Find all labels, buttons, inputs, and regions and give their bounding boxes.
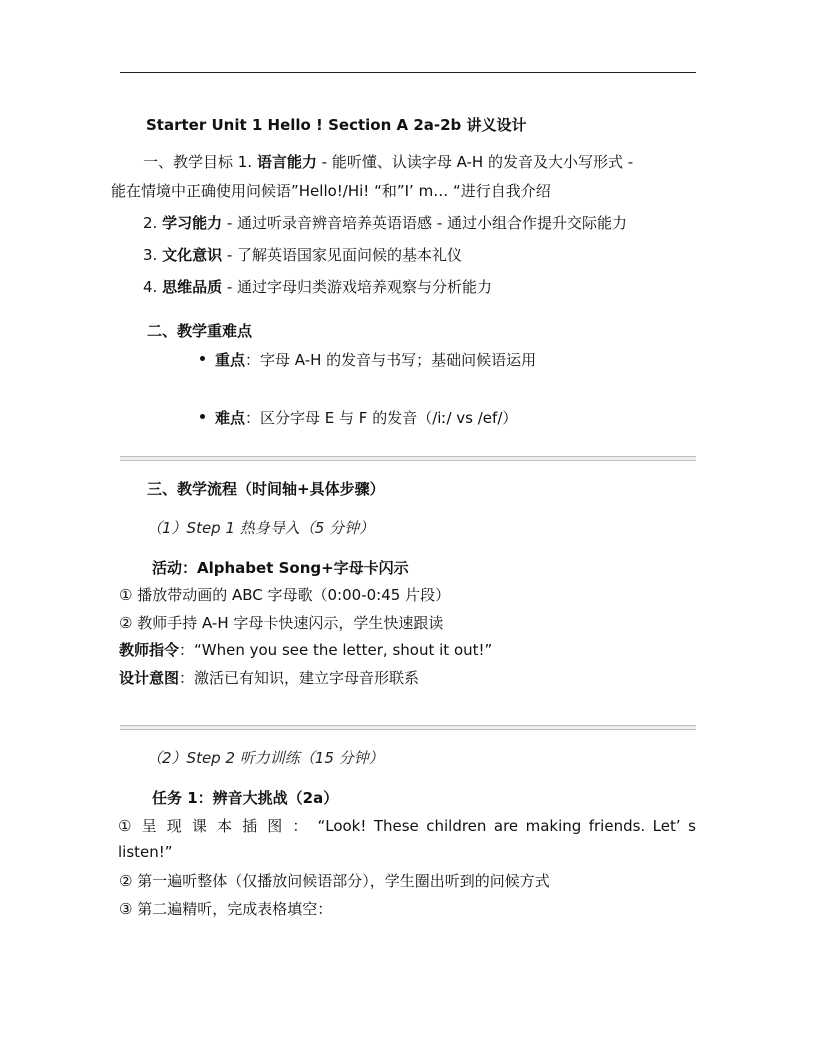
objective-2 bbox=[143, 212, 627, 233]
step-2-line-3: ③ 第二遍精听，完成表格填空： bbox=[119, 900, 333, 918]
word: 呈 bbox=[141, 817, 160, 835]
step-1-line-2: ② 教师手持 A-H 字母卡快速闪示，学生快速跟读 bbox=[119, 614, 444, 632]
teacher-instruction-text: ：“When you see the letter, shout it out!” bbox=[179, 641, 493, 659]
key-point-2-label: 难点 bbox=[215, 409, 246, 427]
section-divider bbox=[120, 725, 696, 730]
word: “Look! bbox=[317, 817, 367, 835]
objective-3-text: - 了解英语国家见面问候的基本礼仪 bbox=[222, 246, 463, 264]
objectives-intro: 一、教学目标 1. bbox=[143, 153, 257, 171]
step-2-line-1 bbox=[118, 815, 696, 836]
design-intent-label: 设计意图 bbox=[119, 669, 180, 687]
word: 现 bbox=[166, 817, 185, 835]
word: 课 bbox=[191, 817, 210, 835]
word: Let’ bbox=[652, 817, 681, 835]
word: These bbox=[373, 817, 419, 835]
objective-2-text: - 通过听录音辨音培养英语语感 - 通过小组合作提升交际能力 bbox=[222, 214, 628, 232]
teacher-instruction bbox=[119, 639, 492, 660]
document-title: Starter Unit 1 Hello ! Section A 2a-2b 讲义设计 bbox=[146, 116, 527, 134]
teacher-instruction-label: 教师指令 bbox=[119, 641, 180, 659]
word: ： bbox=[292, 817, 310, 835]
objective-4 bbox=[143, 276, 492, 297]
header-rule bbox=[120, 72, 696, 73]
objective-2-label: 学习能力 bbox=[162, 214, 223, 232]
word: making bbox=[525, 817, 582, 835]
objective-4-text: - 通过字母归类游戏培养观察与分析能力 bbox=[222, 278, 493, 296]
key-point-2 bbox=[200, 407, 517, 428]
objective-1-text: - 能听懂、认读字母 A-H 的发音及大小写形式 - bbox=[316, 153, 634, 171]
key-point-1-text: ：字母 A-H 的发音与书写；基础问候语运用 bbox=[245, 351, 537, 369]
word: 本 bbox=[216, 817, 235, 835]
key-point-2-text: ：区分字母 E 与 F 的发音（/iː/ vs /ef/） bbox=[245, 409, 518, 427]
word: are bbox=[493, 817, 519, 835]
design-intent-text: ：激活已有知识，建立字母音形联系 bbox=[179, 669, 420, 687]
bullet-icon bbox=[200, 356, 205, 361]
step-2-line-2: ② 第一遍听整体（仅播放问候语部分），学生圈出听到的问候方式 bbox=[119, 872, 550, 890]
objective-3 bbox=[143, 244, 462, 265]
objective-4-num: 4. bbox=[143, 278, 163, 296]
step-2-line-1-cont: listen!” bbox=[118, 843, 173, 861]
word: friends. bbox=[588, 817, 646, 835]
word: children bbox=[426, 817, 487, 835]
word: ① bbox=[118, 817, 135, 835]
word: 图 bbox=[267, 817, 285, 835]
step-2-task: 任务 1：辨音大挑战（2a） bbox=[152, 789, 339, 807]
bullet-icon bbox=[200, 414, 205, 419]
section-divider bbox=[120, 456, 696, 461]
objectives-line-1-cont: 能在情境中正确使用问候语”Hello!/Hi! “和”I’ m… “进行自我介绍 bbox=[111, 182, 551, 200]
step-2-title: （2）Step 2 听力训练（15 分钟） bbox=[147, 749, 384, 767]
key-point-1-label: 重点 bbox=[215, 351, 246, 369]
step-1-line-1: ① 播放带动画的 ABC 字母歌（0:00-0:45 片段） bbox=[119, 586, 451, 604]
step-1-title: （1）Step 1 热身导入（5 分钟） bbox=[147, 519, 375, 537]
objective-2-num: 2. bbox=[143, 214, 163, 232]
objectives-line-1 bbox=[143, 151, 633, 172]
objective-3-num: 3. bbox=[143, 246, 163, 264]
objective-4-label: 思维品质 bbox=[162, 278, 223, 296]
objective-3-label: 文化意识 bbox=[162, 246, 223, 264]
step-1-activity: 活动：Alphabet Song+字母卡闪示 bbox=[152, 559, 409, 577]
word: s bbox=[688, 817, 696, 835]
design-intent bbox=[119, 667, 419, 688]
process-heading: 三、教学流程（时间轴+具体步骤） bbox=[147, 480, 385, 498]
objective-1-label: 语言能力 bbox=[256, 153, 317, 171]
key-point-1 bbox=[200, 349, 536, 370]
key-points-heading: 二、教学重难点 bbox=[147, 322, 253, 340]
word: 插 bbox=[242, 817, 260, 835]
